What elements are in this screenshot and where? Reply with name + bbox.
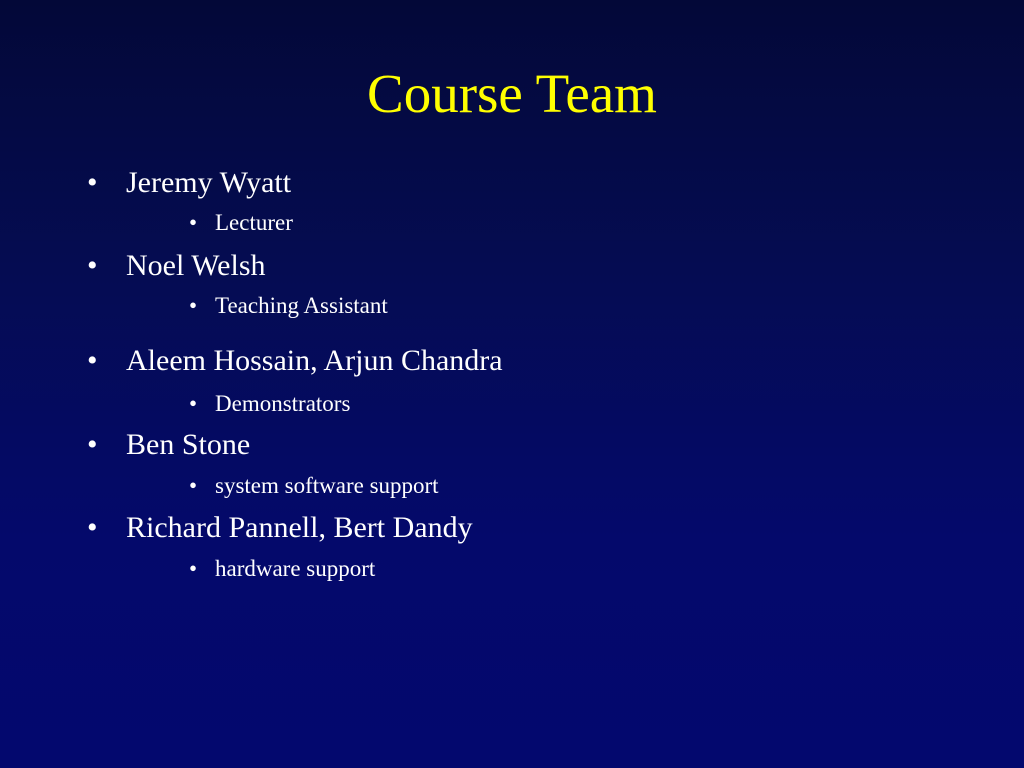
bullet-item-name (87, 248, 266, 284)
bullet-item-role (189, 209, 293, 237)
bullet-item-name (87, 343, 503, 379)
team-member-name: Richard Pannell, Bert Dandy (126, 511, 473, 544)
team-member-role: system software support (215, 473, 439, 498)
slide-title: Course Team (367, 63, 657, 124)
team-member-role: Teaching Assistant (215, 293, 388, 318)
bullet-marker: • (87, 249, 98, 282)
team-member-name: Jeremy Wyatt (126, 166, 292, 199)
bullet-item-role (189, 292, 388, 320)
team-member-role: Lecturer (215, 210, 293, 235)
bullet-marker: • (189, 293, 198, 318)
bullet-marker: • (189, 391, 198, 416)
bullet-marker: • (189, 556, 198, 581)
bullet-marker: • (87, 428, 98, 461)
bullet-marker: • (87, 166, 98, 199)
team-member-name: Ben Stone (126, 428, 251, 461)
team-member-role: hardware support (215, 556, 376, 581)
bullet-marker: • (87, 344, 98, 377)
bullet-item-name (87, 165, 292, 201)
team-member-name: Noel Welsh (126, 249, 266, 282)
team-member-name: Aleem Hossain, Arjun Chandra (126, 344, 503, 377)
bullet-item-name (87, 510, 473, 546)
bullet-marker: • (87, 511, 98, 544)
bullet-marker: • (189, 473, 198, 498)
team-member-role: Demonstrators (215, 391, 351, 416)
bullet-item-name (87, 427, 251, 463)
bullet-marker: • (189, 210, 198, 235)
bullet-item-role (189, 555, 376, 583)
bullet-item-role (189, 390, 351, 418)
bullet-item-role (189, 472, 439, 500)
